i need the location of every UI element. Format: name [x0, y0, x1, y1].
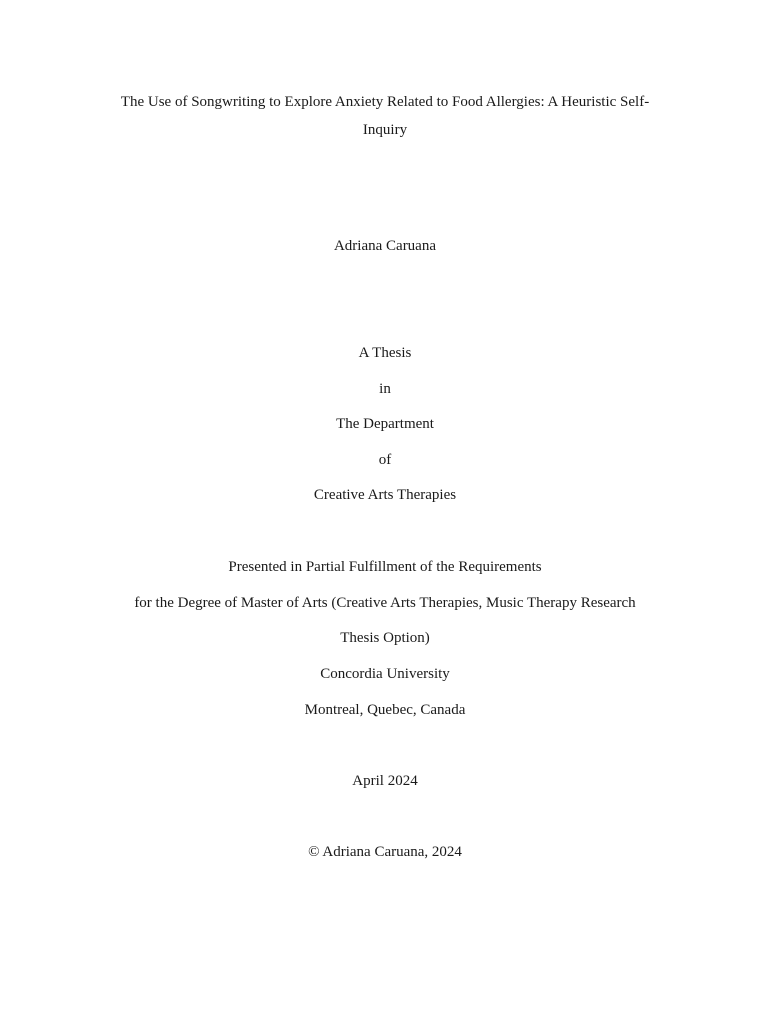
author-name: Adriana Caruana [333, 238, 437, 254]
thesis-title-line-2: Inquiry [362, 122, 408, 138]
department-name: Creative Arts Therapies [313, 487, 457, 503]
submission-date: April 2024 [352, 773, 418, 789]
thesis-label: A Thesis [358, 345, 412, 361]
of-label: of [378, 452, 392, 468]
in-label: in [379, 381, 391, 397]
degree-line-2: Thesis Option) [340, 630, 430, 646]
university-name: Concordia University [320, 666, 450, 682]
presented-line: Presented in Partial Fulfillment of the Requirements [228, 559, 542, 575]
department-label: The Department [336, 416, 434, 432]
university-location: Montreal, Quebec, Canada [304, 702, 466, 718]
degree-line-1: for the Degree of Master of Arts (Creative Arts Therapies, Music Therapy Research [134, 595, 636, 611]
thesis-title-line-1: The Use of Songwriting to Explore Anxiety Related to Food Allergies: A Heuristic Self- [120, 94, 650, 110]
copyright-notice: © Adriana Caruana, 2024 [308, 844, 462, 860]
